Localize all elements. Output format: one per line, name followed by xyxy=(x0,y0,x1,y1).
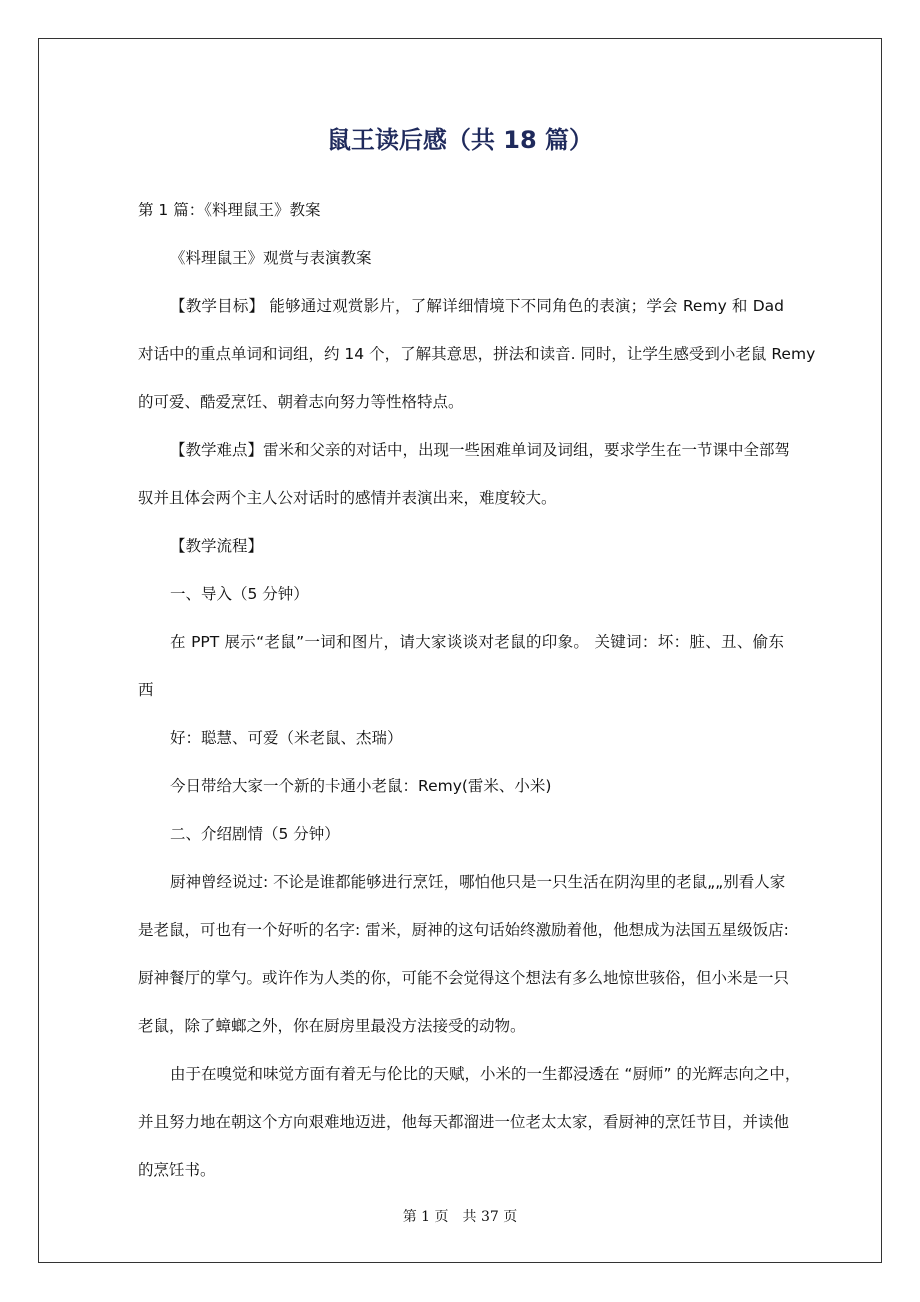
text-line: 二、介绍剧情（5 分钟） xyxy=(170,825,340,843)
text-line: 西 xyxy=(138,681,154,699)
page-footer: 第 1 页 共 37 页 xyxy=(402,1209,518,1225)
text-line: 驭并且体会两个主人公对话时的感情并表演出来，难度较大。 xyxy=(138,489,557,507)
text-line: 厨神餐厅的掌勺。或许作为人类的你，可能不会觉得这个想法有多么地惊世骇俗，但小米是一只 xyxy=(138,969,790,987)
text-line: 是老鼠，可也有一个好听的名字: 雷米，厨神的这句话始终激励着他，他想成为法国五星级饭店: xyxy=(138,921,789,939)
text-line: 一、导入（5 分钟） xyxy=(170,585,309,603)
text-line: 第 1 篇：《料理鼠王》教案 xyxy=(138,201,321,219)
text-line: 厨神曾经说过: 不论是谁都能够进行烹饪，哪怕他只是一只生活在阴沟里的老鼠„„别看人家 xyxy=(170,873,786,891)
text-line: 由于在嗅觉和味觉方面有着无与伦比的天赋，小米的一生都浸透在 “厨师” 的光辉志向之中， xyxy=(170,1065,801,1083)
text-line: 的可爱、酷爱烹饪、朝着志向努力等性格特点。 xyxy=(138,393,464,411)
text-line: 今日带给大家一个新的卡通小老鼠：Remy(雷米、小米) xyxy=(170,777,552,795)
text-line: 的烹饪书。 xyxy=(138,1161,216,1179)
text-line: 好：聪慧、可爱（米老鼠、杰瑞） xyxy=(170,729,403,747)
text-line: 并且努力地在朝这个方向艰难地迈进，他每天都溜进一位老太太家，看厨神的烹饪节目，并读他 xyxy=(138,1113,790,1131)
text-line: 对话中的重点单词和词组，约 14 个，了解其意思，拼法和读音. 同时，让学生感受到小老鼠 Remy xyxy=(138,345,816,363)
text-line: 【教学目标】 能够通过观赏影片，了解详细情境下不同角色的表演；学会 Remy 和 Dad xyxy=(170,297,784,315)
text-line: 【教学难点】雷米和父亲的对话中，出现一些困难单词及词组，要求学生在一节课中全部驾 xyxy=(170,441,791,459)
text-line: 老鼠，除了蟑螂之外，你在厨房里最没方法接受的动物。 xyxy=(138,1017,526,1035)
document-title: 鼠王读后感（共 18 篇） xyxy=(326,126,594,154)
text-line: 在 PPT 展示“老鼠”一词和图片，请大家谈谈对老鼠的印象。 关键词：坏：脏、丑、偷东 xyxy=(170,633,784,651)
text-line: 《料理鼠王》观赏与表演教案 xyxy=(170,249,372,267)
text-line: 【教学流程】 xyxy=(170,537,264,555)
